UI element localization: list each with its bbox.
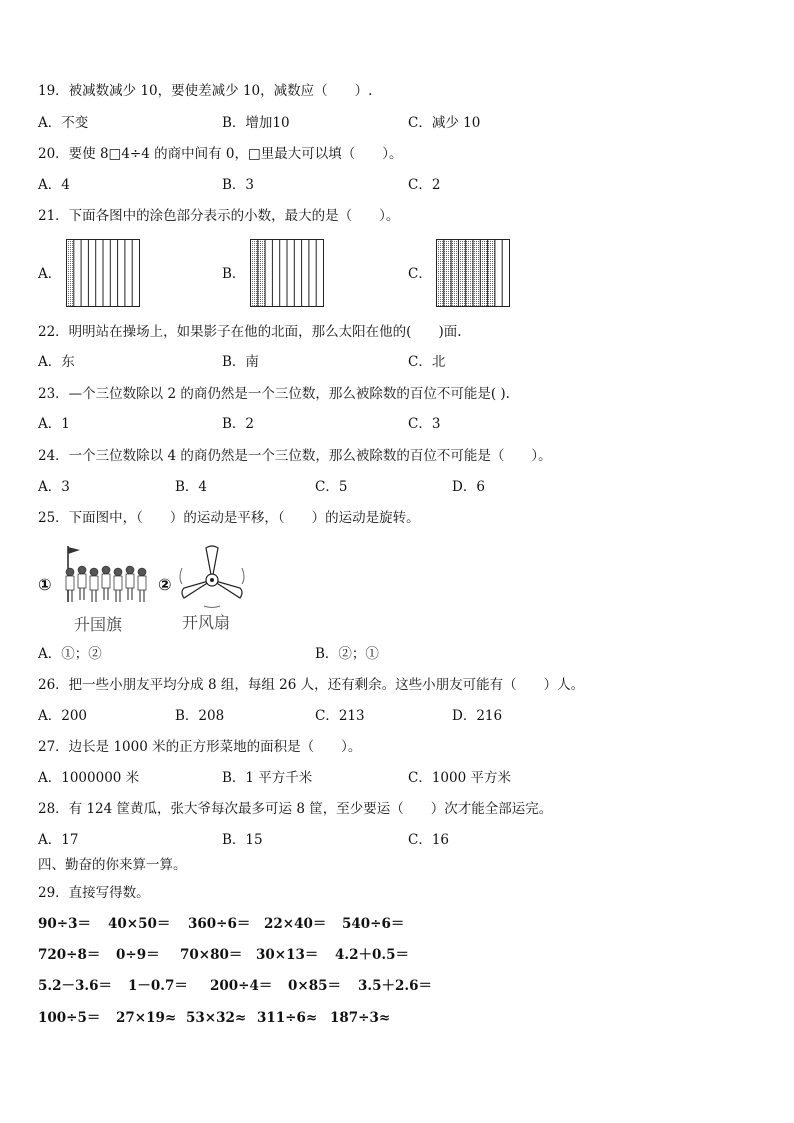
q27-option-a: A．1000000 米 [38, 770, 140, 786]
calc-item: 70×80＝ [180, 947, 243, 963]
calc-item: 311÷6≈ [257, 1010, 318, 1026]
calc-item: 1－0.7＝ [128, 978, 188, 994]
q22-option-b: B．南 [222, 354, 259, 370]
fan-illustration [176, 542, 248, 610]
calc-item: 27×19≈ [116, 1010, 177, 1026]
q20-stem: 20．要使 8□4÷4 的商中间有 0，□里最大可以填（ ）。 [38, 146, 403, 162]
calc-item: 360÷6＝ [188, 916, 251, 932]
q21-option-a: A． [38, 266, 62, 282]
q23-option-b: B．2 [222, 416, 255, 432]
calc-item: 30×13＝ [256, 947, 319, 963]
q26-option-c: C．213 [315, 708, 365, 724]
calc-item: 90÷3＝ [38, 916, 91, 932]
q28-stem: 28．有 124 筐黄瓜，张大爷每次最多可运 8 筐，至少要运（ ）次才能全部运完。 [38, 801, 553, 817]
calc-item: 40×50＝ [108, 916, 171, 932]
q21a-shaded-part [67, 240, 74, 307]
q25-figure-1-marker: ① [38, 575, 52, 594]
q22-option-a: A．东 [38, 354, 75, 370]
calc-item: 22×40＝ [264, 916, 327, 932]
q25-option-b: B．②；① [315, 646, 379, 662]
calc-item: 200÷4＝ [210, 978, 273, 994]
q24-option-c: C．5 [315, 479, 348, 495]
calc-item: 5.2－3.6＝ [38, 978, 112, 994]
q26-option-d: D．216 [452, 708, 503, 724]
q21-figure-c [436, 239, 511, 307]
calc-item: 53×32≈ [186, 1010, 247, 1026]
q29-stem: 29．直接写得数。 [38, 885, 150, 901]
q19-option-a: A．不变 [38, 115, 89, 131]
q20-option-b: B．3 [222, 177, 255, 193]
fan-caption: 开风扇 [182, 613, 231, 632]
section-4-heading: 四、勤奋的你来算一算。 [38, 857, 187, 873]
q24-option-b: B．4 [175, 479, 208, 495]
calc-item: 4.2＋0.5＝ [335, 947, 409, 963]
q21-stem: 21．下面各图中的涂色部分表示的小数，最大的是（ ）。 [38, 208, 400, 224]
q23-option-c: C．3 [408, 416, 441, 432]
q25-figure-2-marker: ② [158, 575, 172, 594]
flag-raising-illustration [56, 542, 156, 612]
q28-option-c: C．16 [408, 832, 450, 848]
q19-option-b: B．增加10 [222, 115, 290, 131]
q27-stem: 27．边长是 1000 米的正方形菜地的面积是（ ）。 [38, 739, 362, 755]
q20-option-c: C．2 [408, 177, 441, 193]
calc-item: 0×85＝ [288, 978, 341, 994]
q28-option-b: B．15 [222, 832, 263, 848]
calc-item: 540÷6＝ [342, 916, 405, 932]
q23-option-a: A．1 [38, 416, 70, 432]
q27-option-b: B．1 平方千米 [222, 770, 313, 786]
calc-item: 100÷5＝ [38, 1010, 101, 1026]
q26-option-b: B．208 [175, 708, 225, 724]
calc-item: 720÷8＝ [38, 947, 101, 963]
q22-option-c: C．北 [408, 354, 446, 370]
q20-option-a: A．4 [38, 177, 70, 193]
q27-option-c: C．1000 平方米 [408, 770, 511, 786]
q24-stem: 24．一个三位数除以 4 的商仍然是一个三位数，那么被除数的百位不可能是（ ）。 [38, 448, 552, 464]
q21-figure-b [250, 239, 325, 307]
q24-option-d: D．6 [452, 479, 485, 495]
q19-stem: 19．被减数减少 10，要使差减少 10，减数应（ ）. [38, 83, 373, 99]
calc-item: 0÷9＝ [116, 947, 160, 963]
q22-stem: 22．明明站在操场上，如果影子在他的北面，那么太阳在他的( )面. [38, 324, 462, 340]
q19-option-c: C．减少 10 [408, 115, 481, 131]
q26-option-a: A．200 [38, 708, 88, 724]
q21-figure-a [66, 239, 141, 307]
calc-item: 187÷3≈ [330, 1010, 391, 1026]
q26-stem: 26．把一些小朋友平均分成 8 组，每组 26 人，还有剩余。这些小朋友可能有（ ）人。 [38, 677, 585, 693]
q24-option-a: A．3 [38, 479, 70, 495]
flag-raising-caption: 升国旗 [74, 615, 123, 634]
q23-stem: 23．—个三位数除以 2 的商仍然是一个三位数，那么被除数的百位不可能是( ). [38, 386, 510, 402]
calc-item: 3.5＋2.6＝ [358, 978, 432, 994]
q21-option-c: C． [408, 266, 432, 282]
q21-option-b: B． [222, 266, 246, 282]
q25-option-a: A．①；② [38, 646, 102, 662]
q25-stem: 25．下面图中，（ ）的运动是平移，（ ）的运动是旋转。 [38, 510, 420, 526]
q28-option-a: A．17 [38, 832, 79, 848]
